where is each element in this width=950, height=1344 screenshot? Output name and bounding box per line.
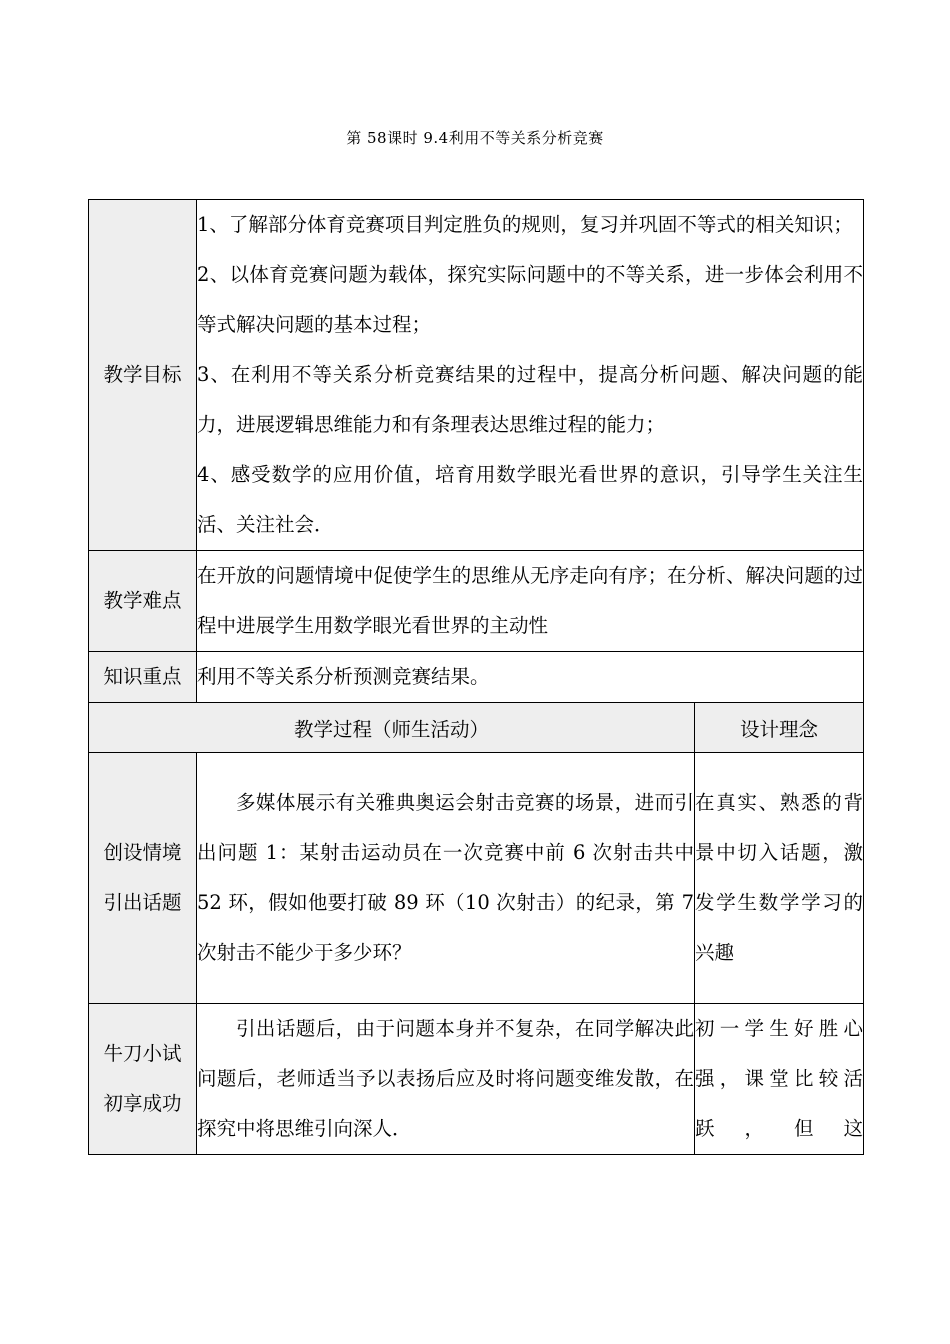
stage-content xyxy=(197,1004,695,1155)
difficulty-row xyxy=(89,551,864,652)
stage-design xyxy=(695,753,864,1004)
stage-row xyxy=(89,753,864,1004)
objective-item: 4、感受数学的应用价值，培育用数学眼光看世界的意识，引导学生关注生活、关注社会． xyxy=(197,463,864,536)
stage-row xyxy=(89,1004,864,1155)
objectives-content xyxy=(197,200,864,551)
design-header: 设计理念 xyxy=(695,703,864,753)
stage-label xyxy=(89,753,197,1004)
stage-design: 初一学生好胜心强，课堂比较活跃，但这 xyxy=(695,1004,864,1155)
stage-content xyxy=(197,753,695,1004)
key-point-content: 利用不等关系分析预测竞赛结果。 xyxy=(197,652,864,703)
page-title: 第 58课时 9.4利用不等关系分析竞赛 xyxy=(346,129,604,147)
objectives-label: 教学目标 xyxy=(89,200,197,551)
process-header-row xyxy=(89,703,864,753)
stage-label-line: 牛刀小试 xyxy=(103,1042,182,1065)
process-header: 教学过程（师生活动） xyxy=(89,703,695,753)
objective-item: 1、了解部分体育竞赛项目判定胜负的规则，复习并巩固不等式的相关知识； xyxy=(197,213,853,236)
stage-label-line: 创设情境 xyxy=(103,841,182,864)
stage-content-text: 多媒体展示有关雅典奥运会射击竞赛的场景，进而引出问题 1：某射击运动员在一次竞赛中前 6 次射击共中 52 环，假如他要打破 89 环（10 次射击）的纪录，第 7 次射击不能少于多少环？ xyxy=(197,791,694,964)
key-point-row xyxy=(89,652,864,703)
objective-item: 2、以体育竞赛问题为载体，探究实际问题中的不等关系，进一步体会利用不等式解决问题的基本过程； xyxy=(197,263,864,336)
stage-label-line: 引出话题 xyxy=(103,891,182,914)
stage-design-text: 在真实、熟悉的背景中切入话题，激发学生数学学习的 xyxy=(695,791,864,914)
key-point-label: 知识重点 xyxy=(89,652,197,703)
objective-item: 3、在利用不等关系分析竞赛结果的过程中，提高分析问题、解决问题的能力，进展逻辑思维能力和有条理表达思维过程的能力； xyxy=(197,363,864,436)
difficulty-label: 教学难点 xyxy=(89,551,197,652)
stage-content-text: 引出话题后，由于问题本身并不复杂，在同学解决此问题后，老师适当予以表扬后应及时将问题变维发散，在探究中将思维引向深人． xyxy=(197,1017,694,1140)
difficulty-content: 在开放的问题情境中促使学生的思维从无序走向有序；在分析、解决问题的过程中进展学生用数学眼光看世界的主动性 xyxy=(197,551,864,652)
stage-label xyxy=(89,1004,197,1155)
lesson-plan-table xyxy=(88,199,864,1155)
stage-label-line: 初享成功 xyxy=(103,1092,182,1115)
objectives-row xyxy=(89,200,864,551)
stage-design-text-end: 兴趣 xyxy=(695,941,735,964)
